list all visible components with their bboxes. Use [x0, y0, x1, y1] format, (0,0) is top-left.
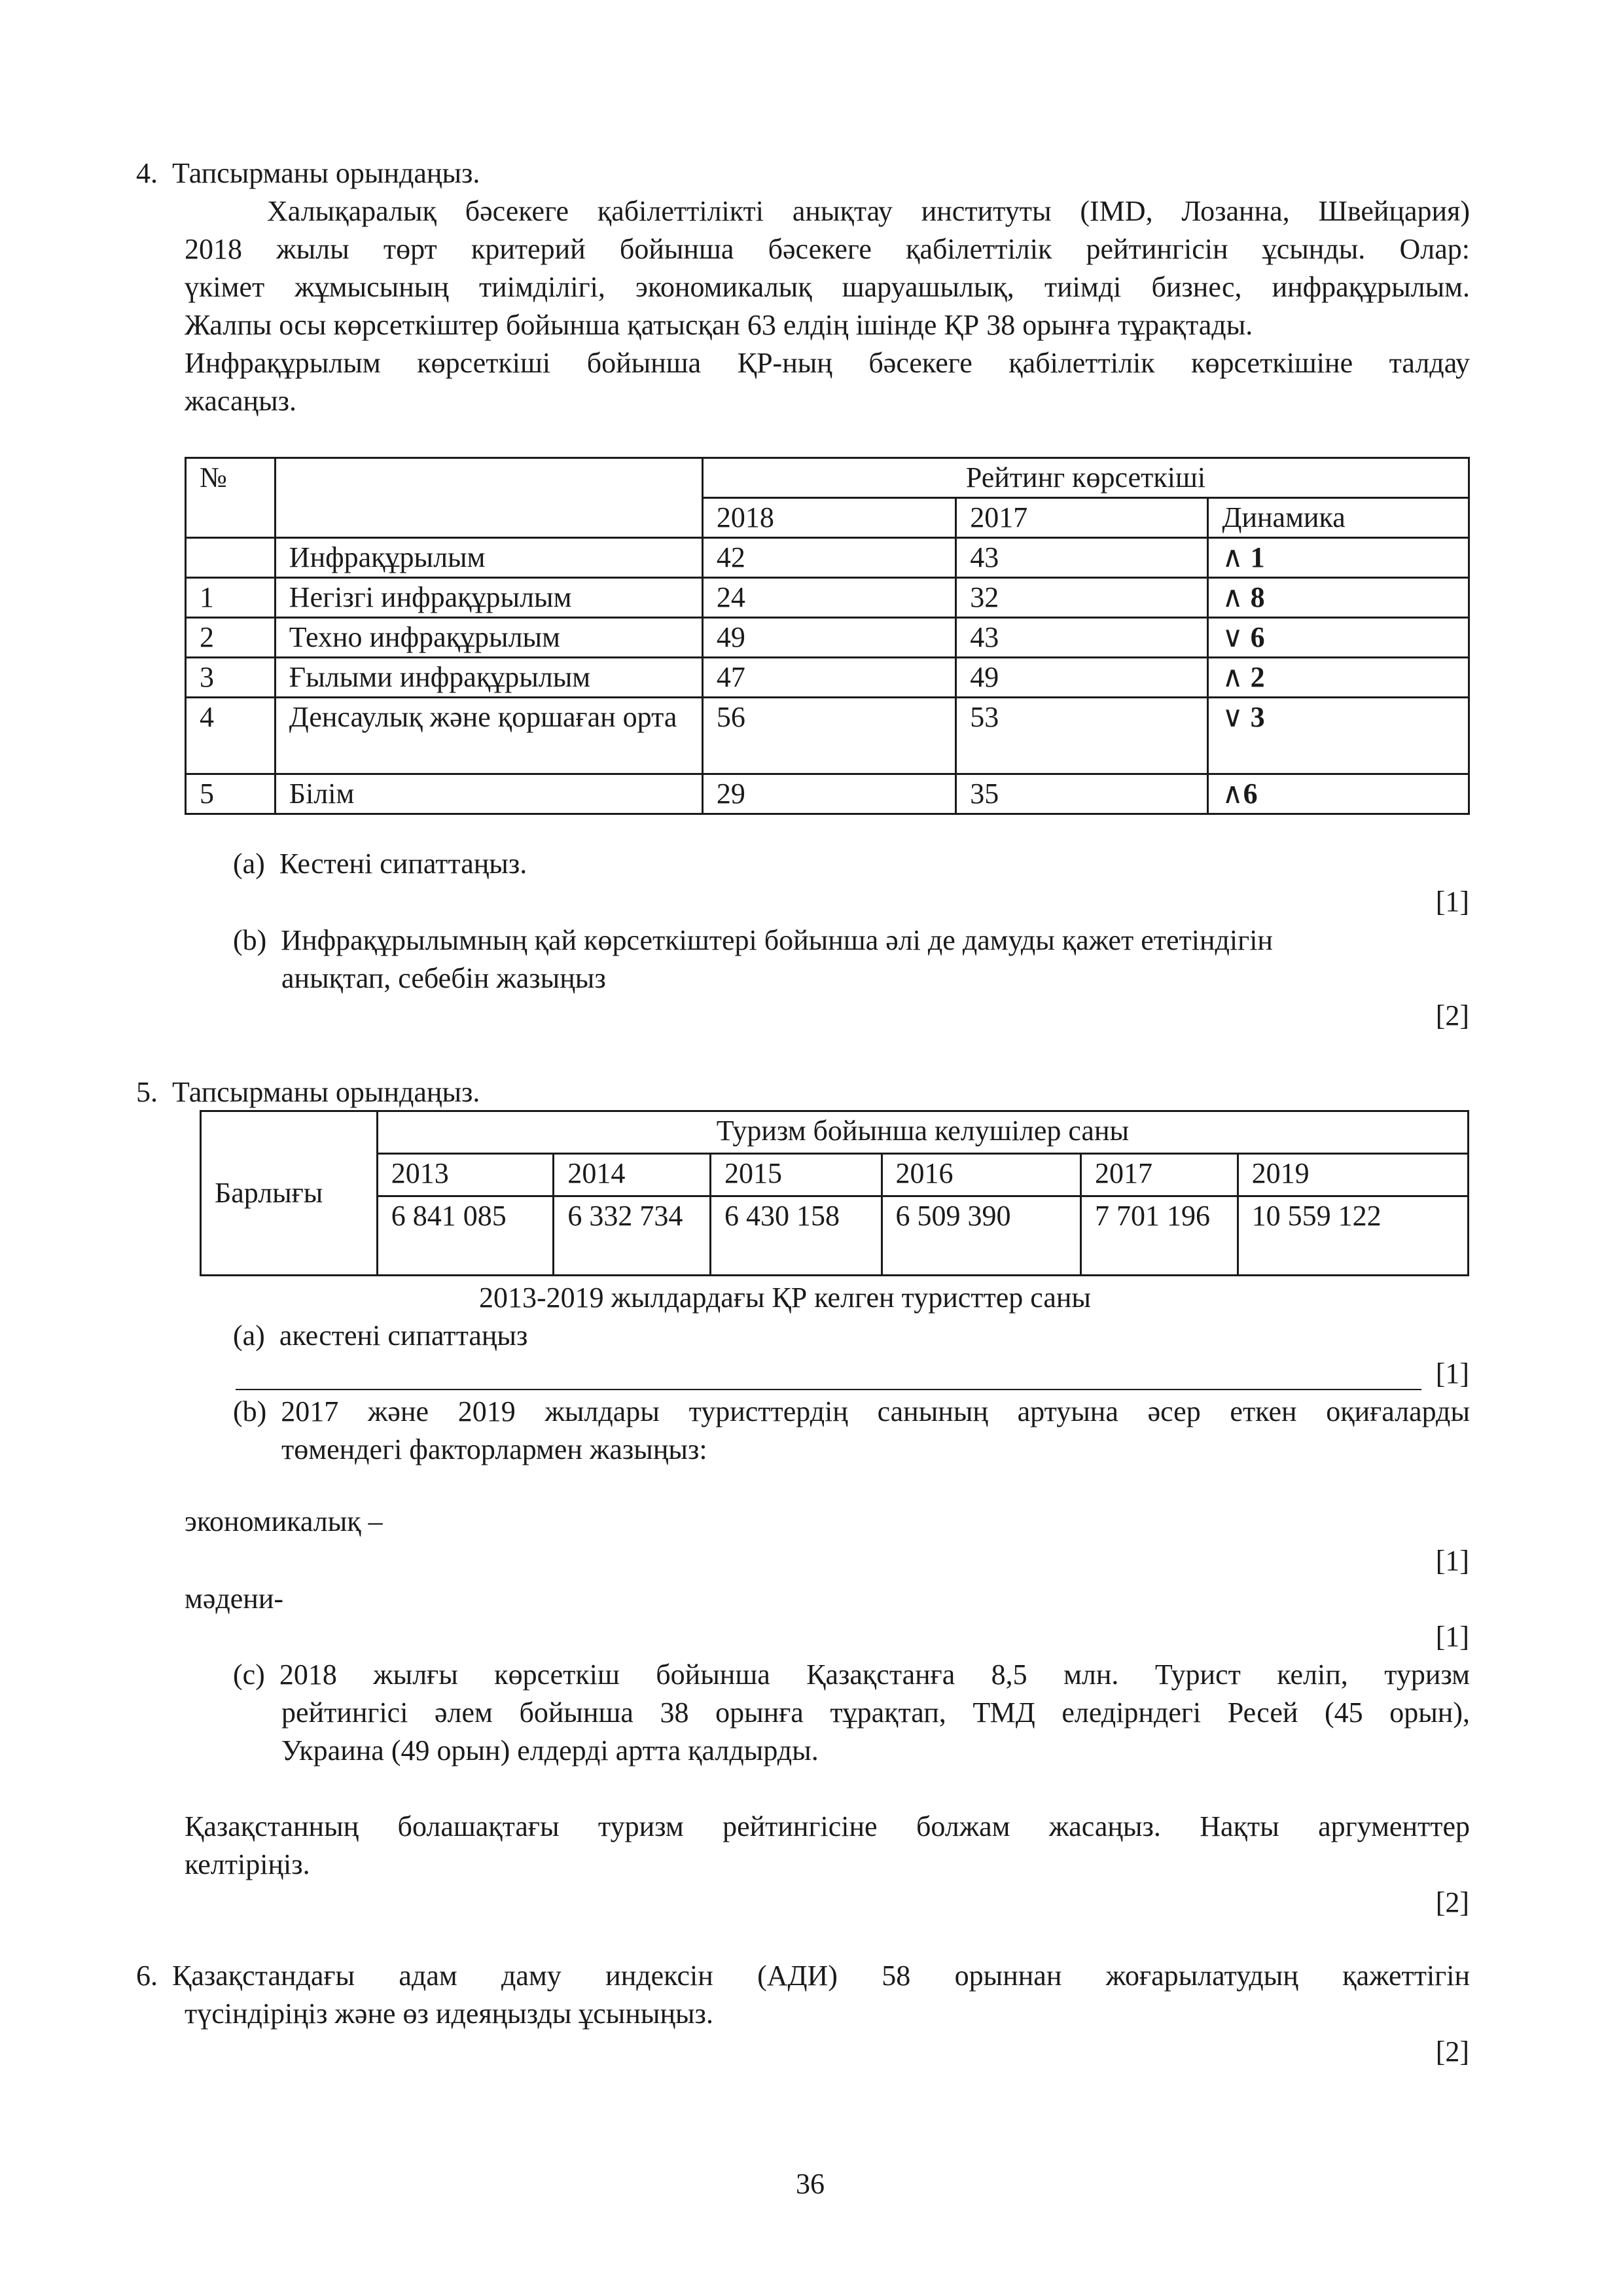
table-header-tourism: Туризм бойынша келушілер саны: [377, 1111, 1468, 1154]
task4-paragraph-line: Жалпы осы көрсеткіштер бойынша қатысқан 63 елдің ішінде ҚР 38 орынға тұрақтады.: [185, 309, 1253, 341]
task5-question-c-cont: рейтингісі әлем бойынша 38 орынға тұрақтап, ТМД еледірндегі Ресей (45 орын),: [281, 1696, 1470, 1729]
row-2017: 49: [956, 658, 1208, 698]
forecast-prompt-cont: келтіріңіз.: [185, 1848, 310, 1880]
task4-paragraph-line: жасаңыз.: [185, 385, 297, 417]
tourism-arrivals-table: [200, 1110, 1469, 1276]
task5-question-c: (c) 2018 жылғы көрсеткіш бойынша Қазақстанға 8,5 млн. Турист келіп, туризм: [233, 1659, 1470, 1691]
table-header-number: №: [186, 458, 276, 538]
task5-heading: 5. Тапсырманы орындаңыз.: [136, 1076, 480, 1108]
task6-question-cont: түсіндіріңіз және өз идеяңызды ұсыныңыз.: [185, 1998, 713, 2030]
table-header-dynamics: Динамика: [1208, 498, 1469, 538]
task4-question-b: (b) Инфрақұрылымның қай көрсеткіштері бойынша әлі де дамуды қажет ететіндігін: [233, 924, 1273, 956]
row-dynamics: [1208, 618, 1469, 658]
row-name: Инфрақұрылым: [275, 538, 702, 578]
task4-question-b-cont: анықтап, себебін жазыңыз: [281, 962, 606, 994]
task4-paragraph-line: Инфрақұрылым көрсеткіші бойынша ҚР-ның бәсекеге қабілеттілік көрсеткішіне талдау: [185, 347, 1470, 379]
economic-factor-label: экономикалық –: [185, 1505, 383, 1537]
task5-question-a: (a) акестені сипаттаңыз: [233, 1319, 528, 1352]
row-number: 1: [186, 578, 276, 618]
row-dynamics: [1208, 658, 1469, 698]
economic-mark: [1]: [1435, 1545, 1469, 1577]
arrivals-value: 6 841 085: [377, 1196, 554, 1276]
row-2018: 42: [702, 538, 955, 578]
row-2018: 49: [702, 618, 955, 658]
table-header-blank: [275, 458, 702, 538]
table-header-2018: 2018: [702, 498, 955, 538]
dynamics-value: 6: [1243, 778, 1258, 810]
arrivals-value: 7 701 196: [1080, 1196, 1238, 1276]
up-arrow-icon: ∧: [1222, 661, 1243, 693]
table-row: [186, 538, 1469, 578]
row-name: Денсаулық және қоршаған орта: [275, 698, 702, 774]
task6-question: 6. Қазақстандағы адам даму индексін (АДИ) 58 орыннан жоғарылатудың қажеттігін: [136, 1960, 1470, 1992]
cultural-factor-label: мәдени-: [185, 1583, 284, 1615]
infrastructure-rating-table: [185, 457, 1470, 815]
row-name: Білім: [275, 774, 702, 814]
table-header-rating: Рейтинг көрсеткіші: [702, 458, 1469, 498]
down-arrow-icon: ∨: [1222, 701, 1243, 733]
table-row: [186, 578, 1469, 618]
row-number: 4: [186, 698, 276, 774]
row-name: Ғылыми инфрақұрылым: [275, 658, 702, 698]
task4-mark-b: [2]: [1435, 999, 1469, 1031]
year-header: 2014: [554, 1154, 711, 1196]
task4-mark-a: [1]: [1435, 886, 1469, 918]
task5-question-b-cont: төмендегі факторлармен жазыңыз:: [281, 1433, 707, 1465]
row-2018: 29: [702, 774, 955, 814]
row-2018: 47: [702, 658, 955, 698]
dynamics-value: 6: [1250, 621, 1265, 653]
table-row: [186, 774, 1469, 814]
down-arrow-icon: ∨: [1222, 621, 1243, 653]
up-arrow-icon: ∧: [1222, 778, 1243, 810]
row-name: Негізгі инфрақұрылым: [275, 578, 702, 618]
year-header: 2017: [1080, 1154, 1238, 1196]
year-header: 2013: [377, 1154, 554, 1196]
row-2017: 35: [956, 774, 1208, 814]
task6-mark: [2]: [1435, 2036, 1469, 2068]
row-2017: 53: [956, 698, 1208, 774]
answer-line: [236, 1389, 1421, 1390]
row-2018: 56: [702, 698, 955, 774]
row-2018: 24: [702, 578, 955, 618]
up-arrow-icon: ∧: [1222, 541, 1243, 573]
dynamics-value: 8: [1250, 581, 1265, 613]
arrivals-value: 6 509 390: [882, 1196, 1080, 1276]
dynamics-value: 2: [1250, 661, 1265, 693]
dynamics-value: 3: [1250, 701, 1265, 733]
year-header: 2019: [1238, 1154, 1468, 1196]
row-2017: 43: [956, 618, 1208, 658]
page-number: 36: [796, 2168, 825, 2200]
forecast-prompt: Қазақстанның болашақтағы туризм рейтингісіне болжам жасаңыз. Нақты аргументтер: [185, 1810, 1470, 1842]
task4-question-a: (a) Кестені сипаттаңыз.: [233, 848, 527, 880]
task4-paragraph-line: Халықаралық бәсекеге қабілеттілікті анықтау институты (IMD, Лозанна, Швейцария): [267, 195, 1470, 227]
row-number: 3: [186, 658, 276, 698]
row-dynamics: [1208, 698, 1469, 774]
year-header: 2015: [710, 1154, 882, 1196]
year-header: 2016: [882, 1154, 1080, 1196]
cultural-mark: [1]: [1435, 1621, 1469, 1653]
row-number: 2: [186, 618, 276, 658]
row-name: Техно инфрақұрылым: [275, 618, 702, 658]
table-caption: 2013-2019 жылдардағы ҚР келген туристтер саны: [479, 1282, 1091, 1314]
row-2017: 32: [956, 578, 1208, 618]
row-dynamics: [1208, 578, 1469, 618]
arrivals-value: 6 430 158: [710, 1196, 882, 1276]
row-dynamics: [1208, 538, 1469, 578]
table-row: [186, 618, 1469, 658]
table-row: [186, 698, 1469, 774]
row-dynamics: [1208, 774, 1469, 814]
arrivals-value: 6 332 734: [554, 1196, 711, 1276]
up-arrow-icon: ∧: [1222, 581, 1243, 613]
table-row: [186, 658, 1469, 698]
dynamics-value: 1: [1250, 541, 1265, 573]
task4-heading: 4. Тапсырманы орындаңыз.: [136, 157, 480, 189]
forecast-mark: [2]: [1435, 1886, 1469, 1918]
table-header-2017: 2017: [956, 498, 1208, 538]
arrivals-value: 10 559 122: [1238, 1196, 1468, 1276]
task5-question-c-cont: Украина (49 орын) елдерді артта қалдырды.: [281, 1734, 819, 1767]
table-row-label: Барлығы: [201, 1111, 378, 1276]
task5-mark-a: [1]: [1435, 1357, 1469, 1390]
row-2017: 43: [956, 538, 1208, 578]
task4-paragraph-line: үкімет жұмысының тиімділігі, экономикалық шаруашылық, тиімді бизнес, инфрақұрылым.: [185, 271, 1470, 303]
row-number: 5: [186, 774, 276, 814]
task5-question-b: (b) 2017 және 2019 жылдары туристтердің санының артуына әсер еткен оқиғаларды: [233, 1395, 1470, 1427]
task4-paragraph-line: 2018 жылы төрт критерий бойынша бәсекеге қабілеттілік рейтингісін ұсынды. Олар:: [185, 233, 1470, 265]
row-number: [186, 538, 276, 578]
